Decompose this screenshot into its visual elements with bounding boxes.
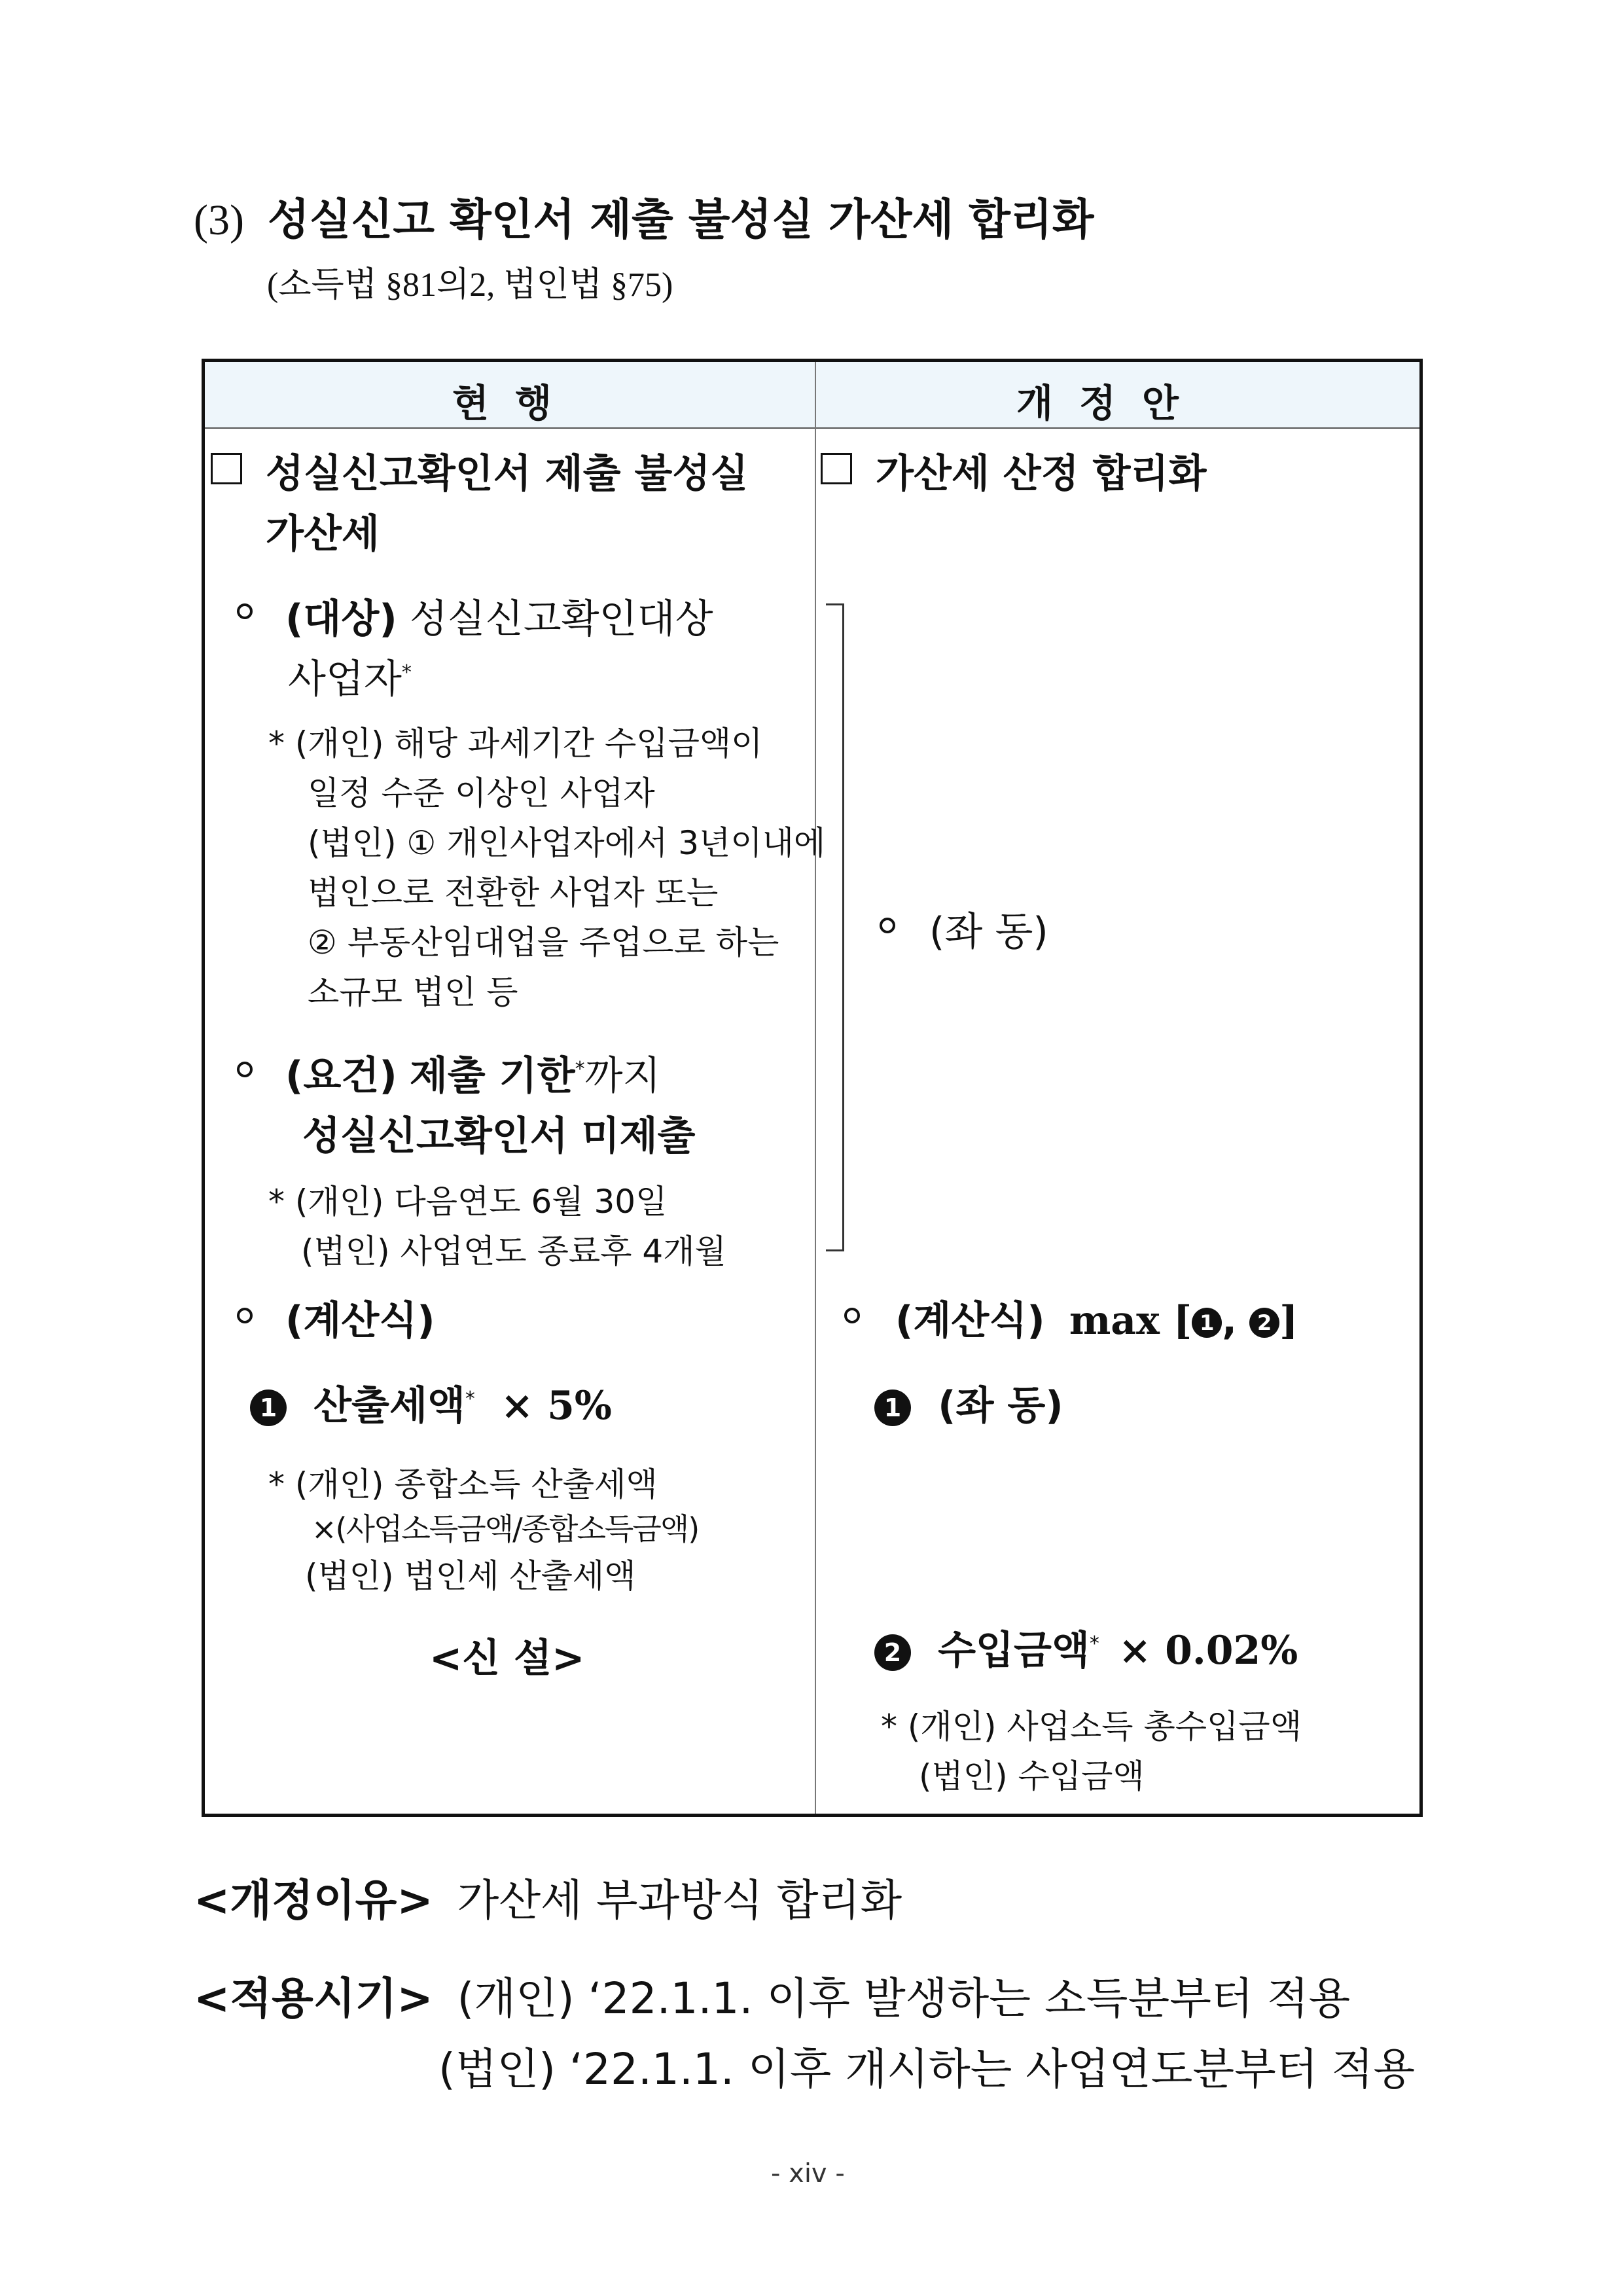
right-item2 <box>874 1619 1298 1676</box>
bullet-circle-icon <box>844 1308 860 1323</box>
target-text: 성실신고확인대상 <box>409 596 713 642</box>
right-item1 <box>874 1374 1063 1431</box>
new-provision-label: <신 설> <box>429 1636 585 1681</box>
table-header-row <box>205 362 1419 429</box>
right-item2-text: 수입금액 <box>938 1628 1090 1674</box>
target-note4: 법인으로 전환한 사업자 또는 <box>308 874 719 912</box>
calc-formula-prefix: max [ <box>1069 1298 1192 1344</box>
req-note2: (법인) 사업연도 종료후 4개월 <box>301 1232 726 1270</box>
number-two-badge-icon: 2 <box>1249 1308 1279 1338</box>
target-note1: * (개인) 해당 과세기간 수입금액이 <box>268 725 763 762</box>
apply-line1-text: (개인) ‘22.1.1. 이후 발생하는 소득분부터 적용 <box>457 1973 1351 2024</box>
right-same-as-left: (좌 동) <box>929 909 1048 955</box>
left-item1 <box>250 1374 612 1431</box>
target-note5: ② 부동산임대업을 주업으로 하는 <box>308 924 779 961</box>
page-number: - xiv - <box>771 2159 845 2189</box>
calc-formula-suffix: ] <box>1279 1298 1298 1344</box>
req-star: * <box>575 1058 585 1081</box>
target-note6: 소규모 법인 등 <box>308 973 518 1011</box>
req-label: (요건) <box>285 1053 397 1099</box>
left-heading-line1: 성실신고확인서 제출 불성실 <box>266 451 749 497</box>
left-heading-line2: 가산세 <box>266 511 380 557</box>
apply-tag: <적용시기> <box>194 1973 433 2024</box>
calc-separator: , <box>1222 1298 1238 1344</box>
checkbox-icon <box>821 453 852 484</box>
req-line2: 성실신고확인서 미제출 <box>302 1113 696 1159</box>
right-calc-label: (계산식) <box>895 1298 1045 1344</box>
right-item2-note2: (법인) 수입금액 <box>919 1757 1145 1795</box>
target-star: * <box>401 661 412 684</box>
req-note1: * (개인) 다음연도 6월 30일 <box>268 1183 668 1221</box>
column-divider <box>815 362 816 1814</box>
number-one-badge-icon: 1 <box>1192 1308 1222 1338</box>
section-subtitle: (소득법 §81의2, 법인법 §75) <box>267 266 673 304</box>
section-title <box>194 185 1094 247</box>
left-calc-label: (계산식) <box>285 1298 435 1344</box>
bullet-circle-icon <box>237 1308 253 1323</box>
target-note2: 일정 수준 이상인 사업자 <box>308 774 655 812</box>
target-text2: 사업자 <box>288 656 402 702</box>
bullet-circle-icon <box>237 1062 253 1077</box>
checkbox-icon <box>211 453 242 484</box>
reason-text: 가산세 부과방식 합리화 <box>457 1875 902 1926</box>
right-heading: 가산세 산정 합리화 <box>876 451 1207 497</box>
left-item1-note1: * (개인) 종합소득 산출세액 <box>268 1465 658 1503</box>
number-two-badge-icon: 2 <box>874 1634 911 1671</box>
apply-line2: (법인) ‘22.1.1. 이후 개시하는 사업연도분부터 적용 <box>438 2044 1416 2094</box>
revision-reason <box>194 1865 902 1928</box>
left-item1-note2: ×(사업소득금액/종합소득금액) <box>312 1511 699 1547</box>
target-note3: (법인) ① 개인사업자에서 3년이내에 <box>308 824 826 862</box>
right-item1-text: (좌 동) <box>938 1383 1063 1429</box>
right-item2-star: * <box>1089 1632 1099 1655</box>
left-item1-rate: × 5% <box>501 1383 612 1429</box>
right-calc-line <box>895 1289 1298 1346</box>
left-item1-note3: (법인) 법인세 산출세액 <box>305 1557 636 1595</box>
range-bracket <box>826 603 844 1251</box>
req-text-tail: 까지 <box>584 1053 661 1099</box>
req-text: 제출 기한 <box>409 1053 575 1099</box>
req-line1 <box>285 1045 661 1101</box>
section-number: (3) <box>194 196 244 244</box>
bullet-circle-icon <box>880 918 895 933</box>
number-one-badge-icon: 1 <box>250 1390 287 1426</box>
target-line1 <box>285 588 713 644</box>
left-item1-star: * <box>465 1388 475 1410</box>
apply-line1 <box>194 1964 1350 2026</box>
header-current: 현행 <box>452 381 579 425</box>
reason-tag: <개정이유> <box>194 1875 433 1926</box>
right-item2-note1: * (개인) 사업소득 총수입금액 <box>881 1708 1302 1746</box>
target-label: (대상) <box>285 596 397 642</box>
left-item1-text: 산출세액 <box>313 1383 465 1429</box>
section-title-text: 성실신고 확인서 제출 불성실 가산세 합리화 <box>267 194 1094 245</box>
right-item2-rate: × 0.02% <box>1118 1628 1298 1674</box>
target-line2 <box>288 648 412 704</box>
number-one-badge-icon: 1 <box>874 1390 911 1426</box>
header-revised: 개정안 <box>1016 381 1205 425</box>
bullet-circle-icon <box>237 603 253 619</box>
